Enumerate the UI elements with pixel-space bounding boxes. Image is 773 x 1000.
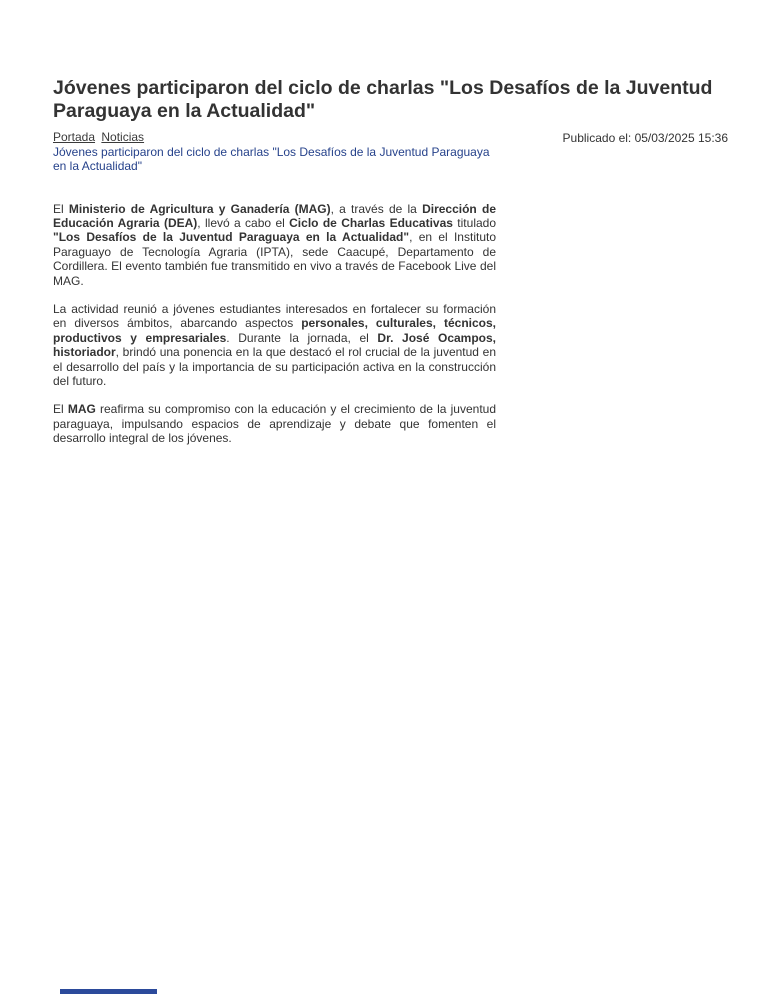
article-paragraph-3: El MAG reafirma su compromiso con la educación y el crecimiento de la juventud paraguaya, impulsando espacios de aprendizaje y debate que fomenten el desarrollo integral de los jóvenes. [53,402,496,446]
article-body [53,202,496,446]
breadcrumb-current-page: Jóvenes participaron del ciclo de charlas "Los Desafíos de la Juventud Paraguaya en la Actualidad" [53,144,490,173]
breadcrumb-link-noticias[interactable]: Noticias [101,130,145,144]
footer-accent-bar [60,989,157,994]
breadcrumb-links [53,130,503,145]
article-meta-row [53,130,728,174]
breadcrumb-link-portada[interactable]: Portada [53,130,96,144]
breadcrumb [53,130,503,174]
published-date: Publicado el: 05/03/2025 15:36 [562,131,728,145]
article-paragraph-2: La actividad reunió a jóvenes estudiantes interesados en fortalecer su formación en diversos ámbitos, abarcando aspectos personales, culturales, técnicos, productivos y empresariales. Durante la jornada, el Dr. José Ocampos, historiador, brindó una ponencia en la que destacó el rol crucial de la juventud en el desarrollo del país y la importancia de su participación activa en la construcción del futuro. [53,301,496,388]
page-title: Jóvenes participaron del ciclo de charlas "Los Desafíos de la Juventud Paraguaya en la Actualidad" [53,77,713,122]
article-paragraph-1: El Ministerio de Agricultura y Ganadería (MAG), a través de la Dirección de Educación Agraria (DEA), llevó a cabo el Ciclo de Charlas Educativas titulado "Los Desafíos de la Juventud Paraguaya en la Actualidad", en el Instituto Paraguayo de Tecnología Agraria (IPTA), sede Caacupé, Departamento de Cordillera. El evento también fue transmitido en vivo a través de Facebook Live del MAG. [53,201,497,288]
